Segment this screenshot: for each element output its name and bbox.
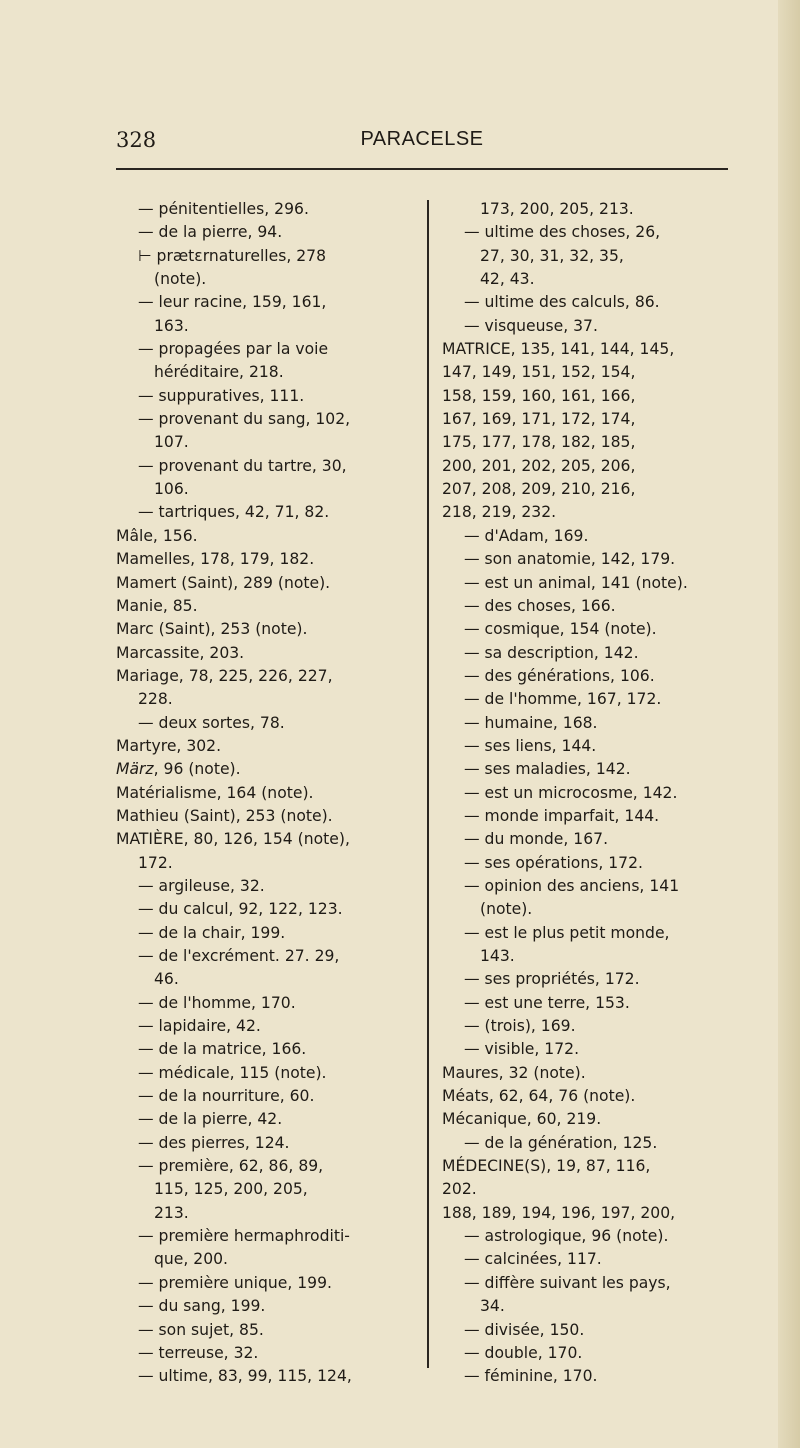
index-entry-line: Manie, 85. (116, 596, 198, 615)
index-entry-line: 207, 208, 209, 210, 216, (442, 480, 636, 499)
index-entry-line: MATRICE, 135, 141, 144, 145, (442, 340, 675, 359)
index-entry-line: — double, 170. (464, 1343, 583, 1362)
index-entry-line: — de la pierre, 42. (138, 1110, 283, 1129)
index-entry-line: — provenant du tartre, 30, (138, 456, 347, 475)
index-entry-line: 46. (154, 970, 179, 989)
index-entry-line: Mamelles, 178, 179, 182. (116, 550, 315, 569)
index-entry-line: — des choses, 166. (464, 596, 616, 615)
index-entry-line: — astrologique, 96 (note). (464, 1227, 669, 1246)
index-entry-line: — est une terre, 153. (464, 993, 630, 1012)
page-number: 328 (116, 128, 157, 152)
index-entry-line: — première, 62, 86, 89, (138, 1157, 324, 1176)
index-entry-line: 107. (154, 433, 189, 452)
index-entry-line: Marcassite, 203. (116, 643, 245, 662)
index-entry-line: — terreuse, 32. (138, 1343, 259, 1362)
index-entry-line: — ultime des choses, 26, (464, 223, 661, 242)
index-entry-line: — du sang, 199. (138, 1297, 266, 1316)
index-entry-line: — de la nourriture, 60. (138, 1087, 315, 1106)
index-entry-line: — tartriques, 42, 71, 82. (138, 503, 330, 522)
index-entry-line: — cosmique, 154 (note). (464, 620, 657, 639)
index-entry-line: — divisée, 150. (464, 1320, 585, 1339)
index-column-right (442, 198, 736, 1389)
index-entry-line: 167, 169, 171, 172, 174, (442, 410, 636, 429)
index-entry-line: — est un animal, 141 (note). (464, 573, 688, 592)
index-entry-line: 218, 219, 232. (442, 503, 557, 522)
index-entry-line: Marc (Saint), 253 (note). (116, 620, 308, 639)
index-column-left (116, 198, 416, 1389)
index-entry-line: — pénitentielles, 296. (138, 200, 309, 218)
index-entry-line: — est un microcosme, 142. (464, 783, 678, 802)
index-entry-line: héréditaire, 218. (154, 363, 284, 382)
index-entry-line: 228. (138, 690, 173, 709)
index-entry-line: 213. (154, 1203, 189, 1222)
index-entry-line: — de la pierre, 94. (138, 223, 283, 242)
index-entry-line: — ultime, 83, 99, 115, 124, (138, 1367, 352, 1386)
index-entry-line: — leur racine, 159, 161, (138, 293, 327, 312)
index-entry-line: MÉDECINE(S), 19, 87, 116, (442, 1157, 651, 1176)
index-entry-line: — féminine, 170. (464, 1367, 598, 1386)
index-entry-line: 188, 189, 194, 196, 197, 200, (442, 1203, 676, 1222)
index-entry-line: — suppuratives, 111. (138, 386, 305, 405)
index-entry-line: — du monde, 167. (464, 830, 609, 849)
index-entry-line: — lapidaire, 42. (138, 1017, 261, 1036)
index-entry-line: — sa description, 142. (464, 643, 639, 662)
index-entry-line: — provenant du sang, 102, (138, 410, 351, 429)
index-entry-line: — du calcul, 92, 122, 123. (138, 900, 343, 919)
index-entry-line: — de l'excrément. 27. 29, (138, 947, 340, 965)
index-entry-line: 158, 159, 160, 161, 166, (442, 386, 636, 405)
index-entry-line: — son sujet, 85. (138, 1320, 264, 1339)
index-entry-line: — ses propriétés, 172. (464, 970, 640, 989)
italic-term: März (116, 760, 154, 779)
index-entry-line: — (trois), 169. (464, 1017, 576, 1036)
index-entry-line: Maures, 32 (note). (442, 1063, 586, 1082)
index-entry-line: — monde imparfait, 144. (464, 806, 660, 825)
index-entry-line: 147, 149, 151, 152, 154, (442, 363, 636, 382)
index-entry-line: — ultime des calculs, 86. (464, 293, 660, 312)
index-entry-line: Mamert (Saint), 289 (note). (116, 573, 331, 592)
running-title: PARACELSE (360, 128, 484, 150)
index-entry-line: — ses maladies, 142. (464, 760, 631, 779)
index-entry-line: — humaine, 168. (464, 713, 598, 732)
index-entry-line: — calcinées, 117. (464, 1250, 602, 1269)
index-entry-line: — ses liens, 144. (464, 736, 597, 755)
index-entry-line: — de l'homme, 170. (138, 993, 296, 1012)
index-entry-line: ⊢ prætεrnaturelles, 278 (138, 246, 327, 265)
index-entry-line: — argileuse, 32. (138, 876, 265, 895)
index-entry-line: 115, 125, 200, 205, (154, 1180, 308, 1199)
index-entry-line: — visible, 172. (464, 1040, 580, 1059)
index-entry-line: 27, 30, 31, 32, 35, (480, 246, 624, 265)
index-entry-line: (note). (480, 900, 533, 919)
index-entry-line: — de la matrice, 166. (138, 1040, 307, 1059)
index-entry-line: — ses opérations, 172. (464, 853, 643, 872)
index-entry-line: Mathieu (Saint), 253 (note). (116, 806, 333, 825)
page-edge (778, 0, 800, 1448)
index-entry-line: Méats, 62, 64, 76 (note). (442, 1087, 636, 1106)
index-entry-line: — visqueuse, 37. (464, 316, 598, 335)
index-entry-line: — première hermaphroditi- (138, 1227, 350, 1246)
index-entry-line: — est le plus petit monde, (464, 923, 670, 942)
index-entry-line: März, 96 (note). (116, 760, 241, 779)
index-entry-line: 173, 200, 205, 213. (480, 200, 634, 218)
index-entry-line: 34. (480, 1297, 505, 1316)
index-entry-line: — opinion des anciens, 141 (464, 876, 680, 895)
index-entry-line: — médicale, 115 (note). (138, 1063, 327, 1082)
page-header (116, 128, 728, 160)
index-entry-line: Mariage, 78, 225, 226, 227, (116, 666, 333, 685)
index-entry-line: — de la chair, 199. (138, 923, 286, 942)
header-rule (116, 168, 728, 170)
index-entry-line: — diffère suivant les pays, (464, 1273, 671, 1292)
index-entry-line: 143. (480, 947, 515, 965)
index-entry-line: Martyre, 302. (116, 736, 222, 755)
index-entry-line: 163. (154, 316, 189, 335)
index-entry-line: 42, 43. (480, 270, 535, 289)
index-entry-line: que, 200. (154, 1250, 229, 1269)
index-entry-line: Mâle, 156. (116, 526, 198, 545)
column-divider (427, 200, 429, 1368)
index-entry-line: — deux sortes, 78. (138, 713, 285, 732)
index-entry-line: 175, 177, 178, 182, 185, (442, 433, 636, 452)
index-entry-line: — de la génération, 125. (464, 1133, 658, 1152)
index-entry-line: 200, 201, 202, 205, 206, (442, 456, 636, 475)
index-entry-line: — des générations, 106. (464, 666, 655, 685)
index-entry-line: — son anatomie, 142, 179. (464, 550, 676, 569)
index-entry-line: — propagées par la voie (138, 340, 329, 359)
index-entry-line: 172. (138, 853, 173, 872)
index-entry-line: Matérialisme, 164 (note). (116, 783, 314, 802)
index-entry-line: (note). (154, 270, 207, 289)
index-entry-line: — première unique, 199. (138, 1273, 332, 1292)
index-entry-line: MATIÈRE, 80, 126, 154 (note), (116, 830, 350, 849)
index-entry-line: 106. (154, 480, 189, 499)
index-entry-line: — de l'homme, 167, 172. (464, 690, 662, 709)
index-entry-line: 202. (442, 1180, 477, 1199)
index-entry-line: Mécanique, 60, 219. (442, 1110, 602, 1129)
index-entry-line: — d'Adam, 169. (464, 526, 589, 545)
index-entry-line: — des pierres, 124. (138, 1133, 290, 1152)
